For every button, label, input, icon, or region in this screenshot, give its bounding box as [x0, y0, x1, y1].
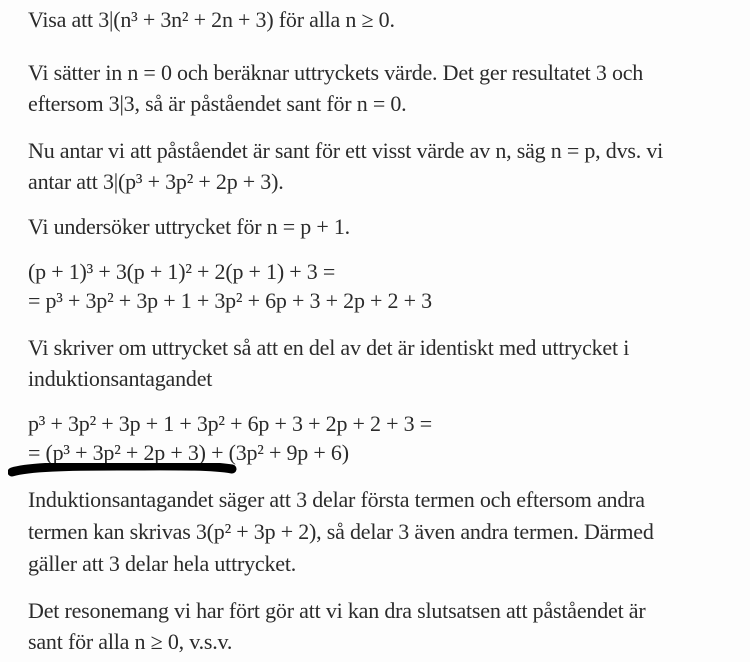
- base-case-line-1: Vi sätter in n = 0 och beräknar uttryckets värde. Det ger resultatet 3 och: [28, 60, 644, 85]
- argument-line-2: termen kan skrivas 3(p² + 3p + 2), så delar 3 även andra termen. Därmed: [28, 519, 654, 544]
- argument-line-1: Induktionsantagandet säger att 3 delar första termen och eftersom andra: [28, 487, 645, 512]
- assumption-line-1: Nu antar vi att påståendet är sant för ett visst värde av n, säg n = p, dvs. vi: [28, 138, 664, 163]
- rewrite-line-1: p³ + 3p² + 3p + 1 + 3p² + 6p + 3 + 2p + 2 + 3 =: [28, 411, 432, 436]
- task-lead: Visa att: [28, 7, 99, 32]
- task-math: 3|(n³ + 3n² + 2n + 3): [98, 7, 274, 32]
- expansion-line-2: = p³ + 3p² + 3p + 1 + 3p² + 6p + 3 + 2p + 2 + 3: [28, 288, 432, 313]
- argument-line-3: gäller att 3 delar hela uttrycket.: [28, 551, 297, 576]
- marker-underline-annotation: [8, 463, 238, 477]
- rewrite-intro-line-1: Vi skriver om uttrycket så att en del av det är identiskt med uttrycket i: [28, 335, 630, 360]
- rewrite-intro-line-2: induktionsantagandet: [28, 366, 213, 391]
- base-case-line-2: eftersom 3|3, så är påståendet sant för n = 0.: [28, 91, 407, 116]
- task-tail: för alla n ≥ 0.: [273, 7, 395, 32]
- assumption-line-2: antar att 3|(p³ + 3p² + 2p + 3).: [28, 169, 284, 194]
- conclusion-line-2: sant för alla n ≥ 0, v.s.v.: [28, 629, 233, 654]
- step-intro: Vi undersöker uttrycket för n = p + 1.: [28, 214, 350, 239]
- conclusion-line-1: Det resonemang vi har fört gör att vi kan dra slutsatsen att påståendet är: [28, 598, 646, 623]
- rewrite-line-2: = (p³ + 3p² + 2p + 3) + (3p² + 9p + 6): [28, 440, 349, 465]
- expansion-line-1: (p + 1)³ + 3(p + 1)² + 2(p + 1) + 3 =: [28, 259, 336, 284]
- task-statement: [28, 4, 395, 35]
